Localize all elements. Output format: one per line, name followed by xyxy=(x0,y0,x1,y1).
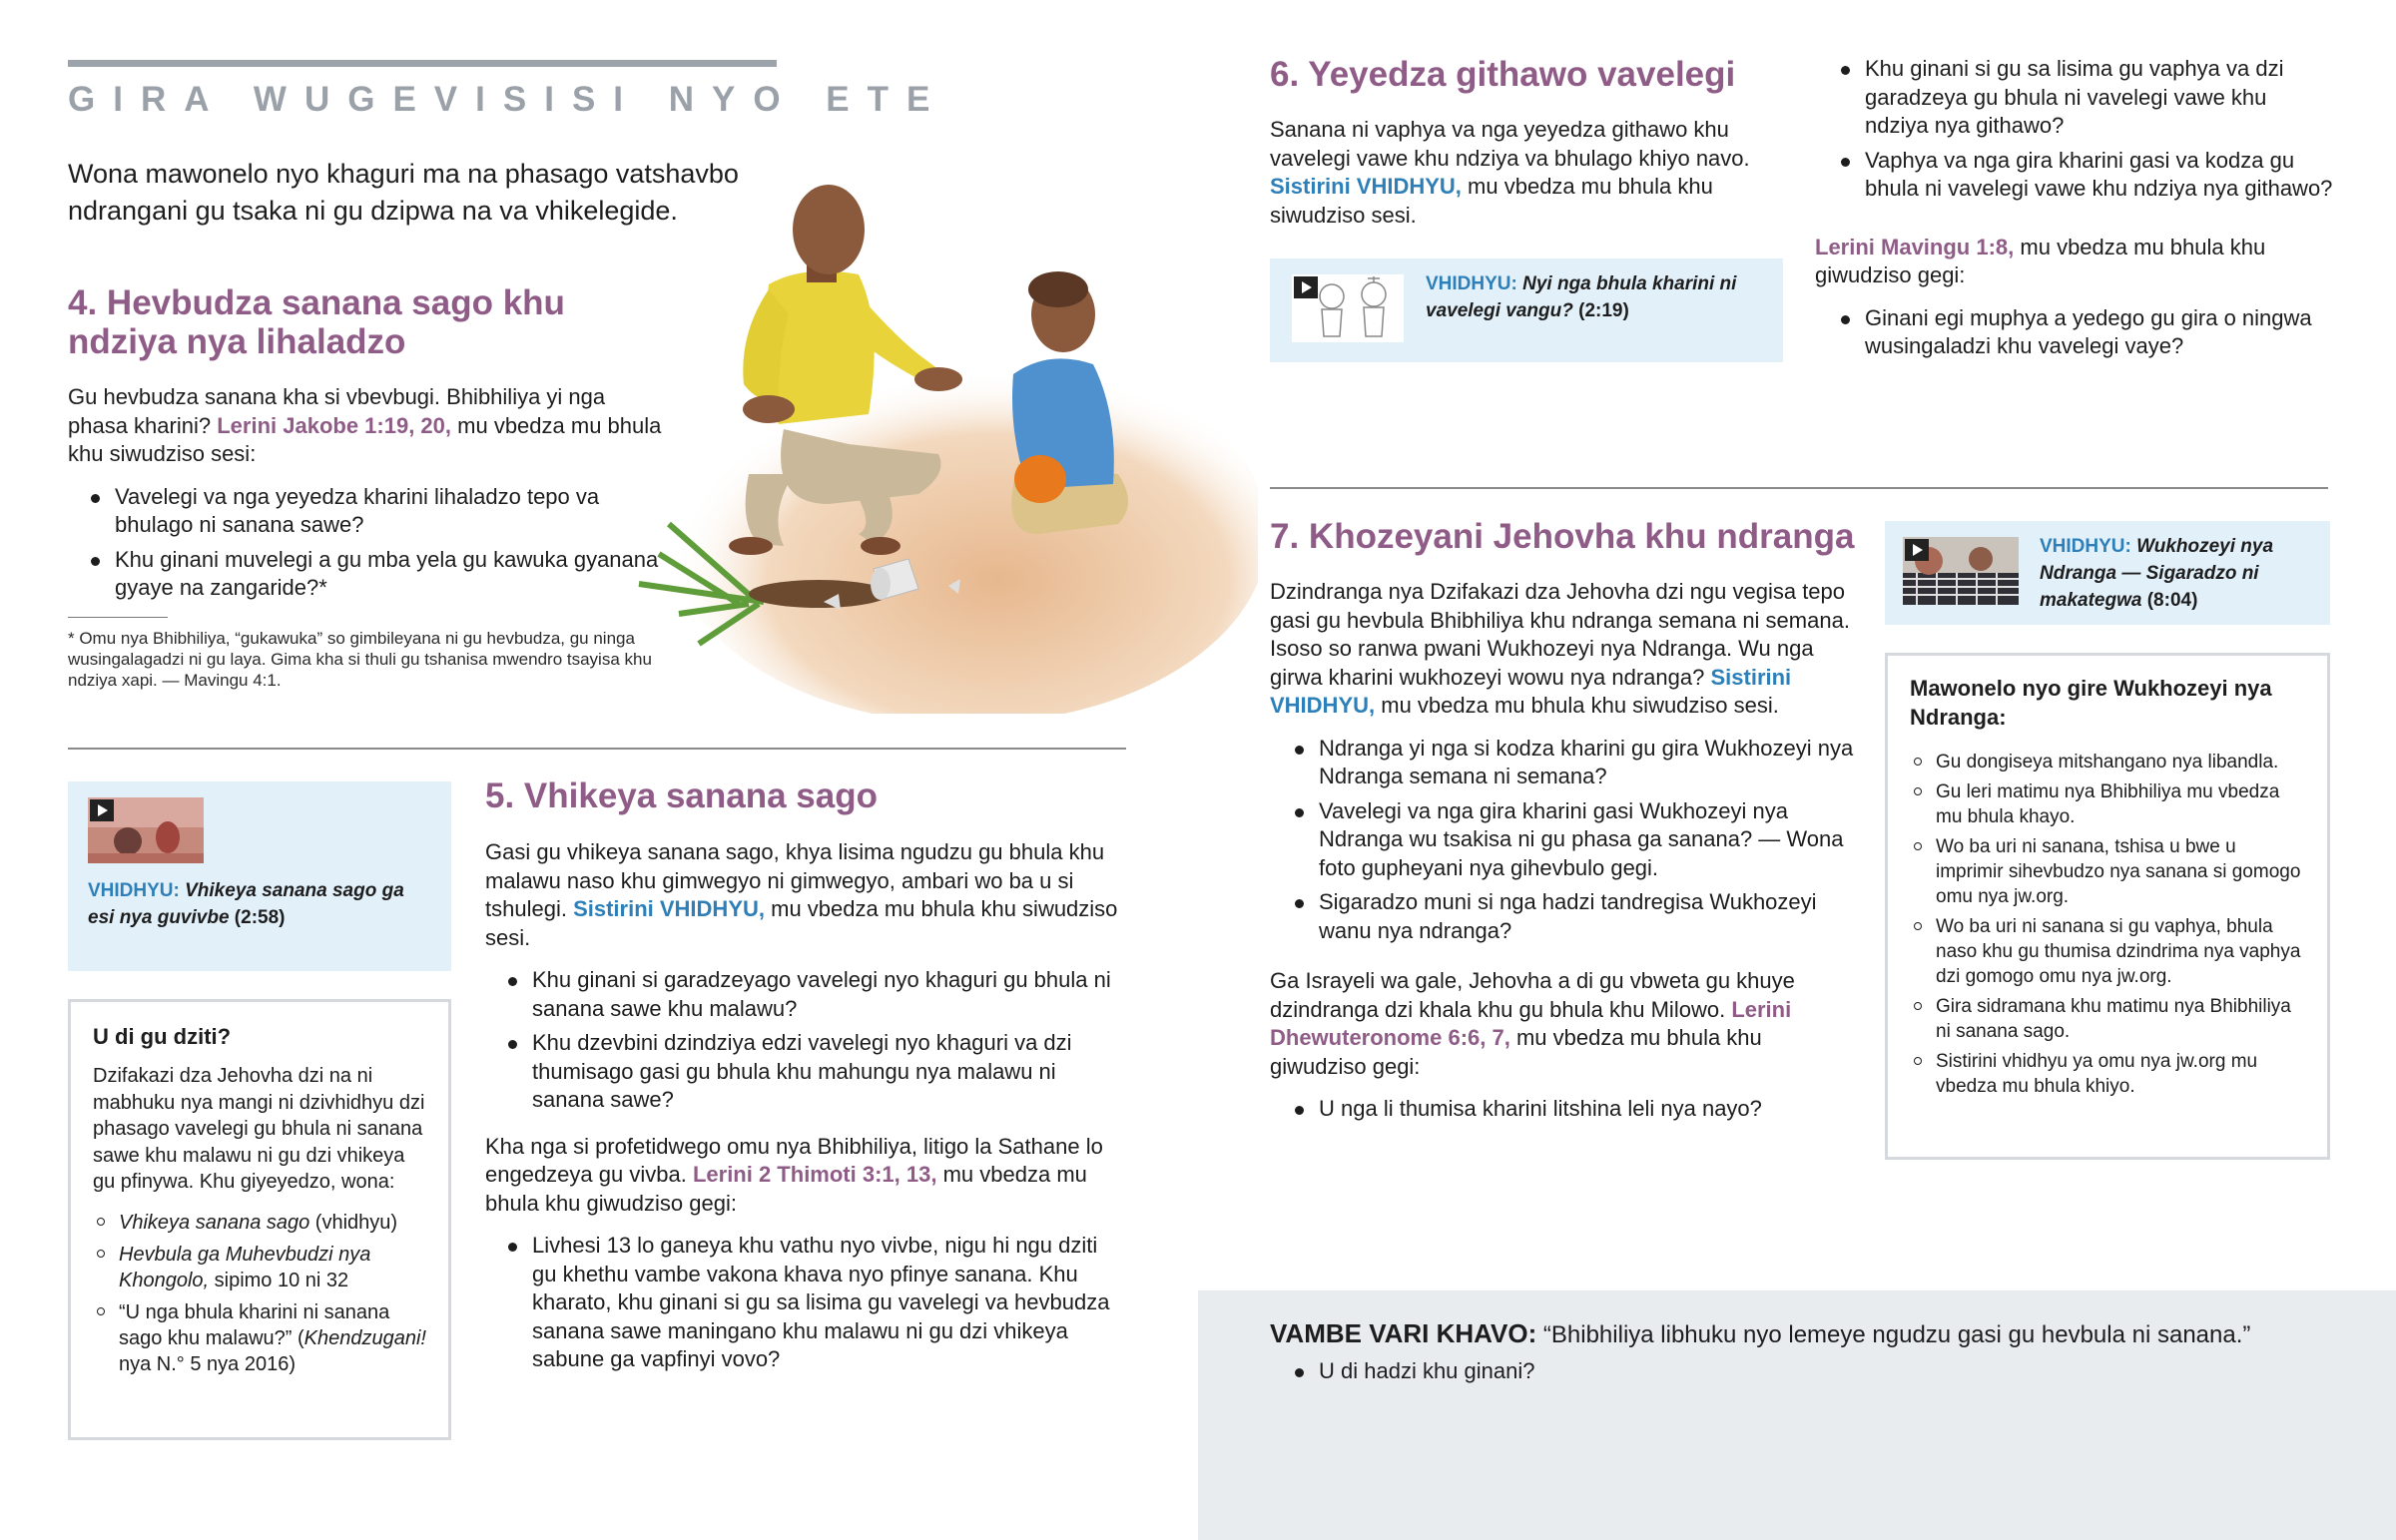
video-thumbnail[interactable] xyxy=(88,797,204,863)
tips-box-title: Mawonelo nyo gire Wukhozeyi nya Ndranga: xyxy=(1910,676,2272,730)
list-item: Ginani egi muphya a yedego gu gira o ningwa wusingaladzi khu vavelegi vaye? xyxy=(1865,304,2334,361)
list-item: Gira sidramana khu matimu nya Bhibhiliya ni sanana sago. xyxy=(1936,994,2305,1044)
list-item: Sistirini vhidhyu ya omu nya jw.org mu vbedza mu bhula khiyo. xyxy=(1936,1049,2305,1099)
video-link[interactable]: Sistirini VHIDHYU, xyxy=(573,896,765,921)
section-5-title: 5. Vhikeya sanana sago xyxy=(485,776,878,815)
footer-questions xyxy=(1270,1357,2368,1386)
info-box-did-you-know xyxy=(68,999,451,1440)
section-6-right xyxy=(1815,55,2334,367)
section-4-paragraph: Gu hevbudza sanana kha si vbevbugi. Bhibhiliya yi nga phasa kharini? Lerini Jakobe 1:19, 20, mu vbedza mu bhula khu siwudziso sesi: xyxy=(68,384,662,466)
scripture-ref[interactable]: Lerini 2 Thimoti 3:1, 13, xyxy=(692,1162,937,1187)
intro-text: Wona mawonelo nyo khaguri ma na phasago vatshavbo ndrangani gu tsaka ni gu dzipwa na va vhikelegide. xyxy=(68,159,739,226)
list-item: Vavelegi va nga gira kharini gasi Wukhozeyi nya Ndranga wu tsakisa ni gu phasa ga sanana? — Wona foto gupheyani nya gihevbulo gegi. xyxy=(1319,797,1859,883)
section-7-paragraph: Dzindranga nya Dzifakazi dza Jehovha dzi ngu vegisa tepo gasi gu hevbula Bhibhiliya khu ndranga semana ni semana. Isoso so ranwa pwani Wukhozeyi nya Ndranga. Wu nga girwa kharini wukhozeyi wowu nya ndranga? Sistirini VHIDHYU, mu vbedza mu bhula khu siwudziso sesi. xyxy=(1270,579,1850,718)
list-item: Vaphya va nga gira kharini gasi va kodza gu bhula ni vavelegi vawe khu ndziya nya githawo? xyxy=(1865,147,2334,204)
top-rule xyxy=(68,60,777,67)
list-item: Vhikeya sanana sago (vhidhyu) xyxy=(119,1210,426,1236)
section-divider xyxy=(68,748,1126,750)
section-4-questions xyxy=(68,483,667,603)
list-item: U nga li thumisa kharini litshina leli nya nayo? xyxy=(1319,1095,1859,1124)
section-7-paragraph-2: Ga Israyeli wa gale, Jehovha a di gu vbweta gu khuye dzindranga dzi khala khu gu bhula khu Milowo. Lerini Dhewuteronome 6:6, 7, mu vbedza mu bhula khu giwudziso gegi: xyxy=(1270,968,1795,1079)
section-6 xyxy=(1270,55,1789,230)
video-label: VHIDHYU: Vhikeya sanana sago ga esi nya guvivbe (2:58) xyxy=(88,880,404,928)
tips-box-list xyxy=(1910,750,2305,1099)
video-link[interactable]: Sistirini VHIDHYU, xyxy=(1270,174,1462,199)
section-5-questions-2 xyxy=(485,1232,1124,1374)
section-6-paragraph: Sanana ni vaphya va nga yeyedza githawo khu vavelegi vawe khu ndziya va bhulago khiyo navo. Sistirini VHIDHYU, mu vbedza mu bhula khu siwudziso sesi. xyxy=(1270,117,1750,228)
info-box-text: Dzifakazi dza Jehovha dzi na ni mabhuku nya mangi ni dzivhidhyu dzi phasago vavelegi gu bhula ni sanana sawe khu malawu ni gu dzi vhikeya gu pfinywa. Khu giyeyedzo, wona: xyxy=(93,1065,425,1193)
section-7-title: 7. Khozeyani Jehovha khu ndranga xyxy=(1270,517,1855,556)
video-label: VHIDHYU: Wukhozeyi nya Ndranga — Sigaradzo ni makategwa (8:04) xyxy=(2040,536,2274,611)
section-7 xyxy=(1270,517,1859,1130)
play-icon[interactable] xyxy=(1294,276,1318,298)
video-link[interactable]: Sistirini VHIDHYU, xyxy=(1270,664,1792,718)
video-card-section-7[interactable] xyxy=(1885,521,2330,625)
section-4-title: 4. Hevbudza sanana sago khu ndziya nya lihaladzo xyxy=(68,283,565,361)
play-icon[interactable] xyxy=(90,799,114,821)
tips-box-family-worship xyxy=(1885,653,2330,1160)
footnote-rule xyxy=(68,617,168,618)
footer-quote: VAMBE VARI KHAVO: “Bhibhiliya libhuku nyo lemeye ngudzu gasi gu hevbula ni sanana.” xyxy=(1270,1318,2251,1348)
section-divider xyxy=(1270,487,2328,489)
scripture-ref[interactable]: Lerini Dhewuteronome 6:6, 7, xyxy=(1270,996,1792,1050)
section-6-title: 6. Yeyedza githawo vavelegi xyxy=(1270,55,1736,94)
list-item: Khu dzevbini dzindziya edzi vavelegi nyo khaguri va dzi thumisago gasi gu bhula khu mahungu nya malawu ni sanana sawe? xyxy=(532,1029,1124,1115)
list-item: Khu ginani si garadzeyago vavelegi nyo khaguri gu bhula ni sanana sawe khu malawu? xyxy=(532,966,1124,1023)
list-item: Gu leri matimu nya Bhibhiliya mu vbedza mu bhula khayo. xyxy=(1936,779,2305,829)
footer-content xyxy=(1270,1317,2368,1392)
section-4 xyxy=(68,283,667,691)
footnote: * Omu nya Bhibhiliya, “gukawuka” so gimbileyana ni gu hevbudza, gu ninga wusingalagadzi ni gu laya. Gima kha si thuli gu tshanisa mwendro tsayisa khu ndziya xapi. — Mavingu 4:1. xyxy=(68,628,652,690)
info-box-title: U di gu dziti? xyxy=(93,1024,232,1049)
section-6-questions xyxy=(1815,55,2334,204)
list-item: Khu ginani si gu sa lisima gu vaphya va dzi garadzeya gu bhula ni vavelegi vawe khu ndziya nya githawo? xyxy=(1865,55,2334,141)
page-kicker: GIRA WUGEVISISI NYO ETE xyxy=(68,80,948,119)
list-item: Khu ginani muvelegi a gu mba yela gu kawuka gyanana gyaye na zangaride?* xyxy=(115,546,667,603)
video-card-section-5[interactable] xyxy=(68,781,451,971)
section-5-questions xyxy=(485,966,1124,1115)
list-item: Wo ba uri ni sanana, tshisa u bwe u imprimir sihevbudzo nya sanana si gomogo omu nya jw.org. xyxy=(1936,834,2305,909)
section-6-questions-2 xyxy=(1815,304,2334,361)
info-box-list xyxy=(93,1210,426,1377)
father-son-illustration xyxy=(619,175,1258,714)
section-5 xyxy=(485,776,1124,1380)
section-5-paragraph: Gasi gu vhikeya sanana sago, khya lisima ngudzu gu bhula khu malawu naso khu gimwegyo ni gimwegyo, ambari wo ba u si tshulegi. Sistirini VHIDHYU, mu vbedza mu bhula khu siwudziso sesi. xyxy=(485,839,1118,950)
list-item: “U nga bhula kharini ni sanana sago khu malawu?” (Khendzugani! nya N.° 5 nya 2016) xyxy=(119,1300,426,1375)
section-7-questions-2 xyxy=(1270,1095,1859,1124)
list-item: U di hadzi khu ginani? xyxy=(1319,1357,2368,1386)
list-item: Wo ba uri ni sanana si gu vaphya, bhula naso khu gu thumisa dzindrima nya vaphya dzi gomogo omu nya jw.org. xyxy=(1936,914,2305,989)
video-label: VHIDHYU: Nyi nga bhula kharini ni vavelegi vangu? (2:19) xyxy=(1426,273,1737,321)
video-card-section-6[interactable] xyxy=(1270,258,1783,362)
list-item: Gu dongiseya mitshangano nya libandla. xyxy=(1936,750,2305,774)
scripture-ref[interactable]: Lerini Jakobe 1:19, 20, xyxy=(217,412,452,438)
video-thumbnail[interactable] xyxy=(1292,274,1404,342)
video-thumbnail[interactable] xyxy=(1903,537,2019,605)
list-item: Sigaradzo muni si nga hadzi tandregisa Wukhozeyi wanu nya ndranga? xyxy=(1319,888,1859,945)
section-5-paragraph-2: Kha nga si profetidwego omu nya Bhibhiliya, litigo la Sathane lo engedzeya gu vivba. Lerini 2 Thimoti 3:1, 13, mu vbedza mu bhula khu giwudziso gegi: xyxy=(485,1133,1103,1216)
list-item: Hevbula ga Muhevbudzi nya Khongolo, sipimo 10 ni 32 xyxy=(119,1242,426,1293)
play-icon[interactable] xyxy=(1905,539,1929,561)
list-item: Livhesi 13 lo ganeya khu vathu nyo vivbe, nigu hi ngu dziti gu khethu vambe vakona khava nyo pfinye sanana. Khu kharato, khu ginani si gu sa lisima gu vavelegi va hevbudza sanana sawe maningano khu malawu ni gu dzi vhikeya sabune ga vapfinyi vovo? xyxy=(532,1232,1124,1374)
list-item: Ndranga yi nga si kodza kharini gu gira Wukhozeyi nya Ndranga semana ni semana? xyxy=(1319,735,1859,791)
scripture-ref[interactable]: Lerini Mavingu 1:8, xyxy=(1815,234,2015,259)
section-6-paragraph-2: Lerini Mavingu 1:8, mu vbedza mu bhula khu giwudziso gegi: xyxy=(1815,234,2266,287)
list-item: Vavelegi va nga yeyedza kharini lihaladzo tepo va bhulago ni sanana sawe? xyxy=(115,483,667,540)
section-7-questions xyxy=(1270,735,1859,946)
